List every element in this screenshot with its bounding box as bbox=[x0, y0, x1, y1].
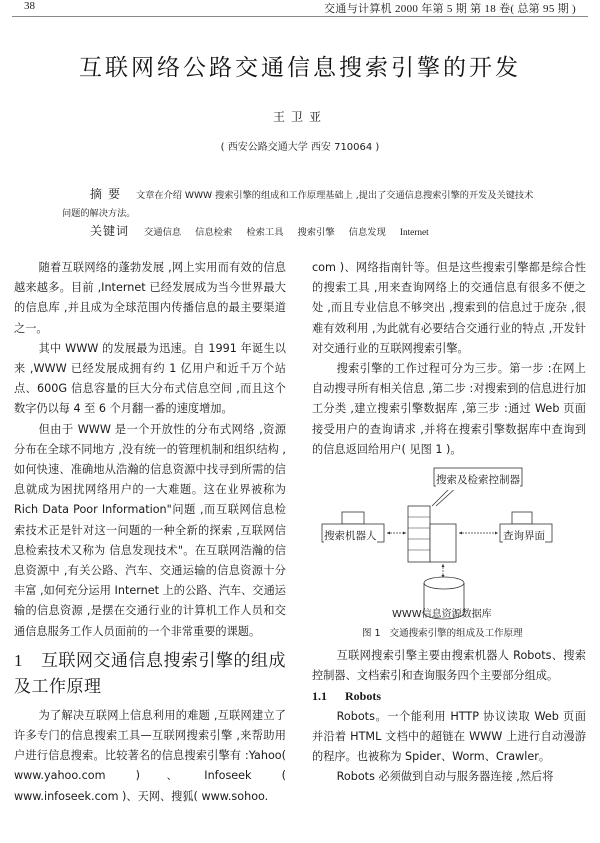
section-number: 1 bbox=[14, 650, 23, 670]
query-tab bbox=[512, 512, 532, 524]
keyword: 搜索引擎 bbox=[297, 227, 335, 238]
page-number: 38 bbox=[24, 0, 35, 12]
subsection-number: 1.1 bbox=[312, 689, 327, 704]
keyword: 信息检索 bbox=[195, 227, 233, 238]
journal-info: 交通与计算机 2000 年第 5 期 第 18 卷( 总第 95 期 ) bbox=[324, 3, 576, 15]
abstract-text: 文章在介绍 WWW 搜索引擎的组成和工作原理基础上 ,提出了交通信息搜索引擎的开发及关键技术问题的解决方法。 bbox=[62, 190, 534, 219]
paragraph-cut: Robots 必须做到自动与服务器连接 ,然后将 bbox=[336, 770, 554, 784]
right-column bbox=[312, 258, 586, 787]
section-title: 互联网交通信息搜索引擎的组成及工作原理 bbox=[14, 650, 286, 697]
abstract bbox=[62, 185, 542, 223]
paragraph: 搜索引擎的工作过程可分为三步。第一步 :在网上自动搜寻所有相关信息 ,第二步 :对搜索到的信息进行加工分类 ,建立搜索引擎数据库 ,第三步 :通过 Web 页面接受用户的查询请求 ,并将在搜索引擎数据库中查询到的信息返回给用户( 见图 1 )。 bbox=[312, 362, 586, 456]
controller-label: 搜索及检索控制器 bbox=[436, 470, 520, 490]
query-label: 查询界面 bbox=[503, 526, 545, 546]
keyword: 交通信息 bbox=[143, 227, 182, 238]
paragraph: 互联网搜索引擎主要由搜索机器人 Robots、搜索控制器、文档索引和查询服务四个主要部分组成。 bbox=[312, 649, 586, 683]
robot-label: 搜索机器人 bbox=[324, 526, 377, 546]
paragraph: 随着互联网络的蓬勃发展 ,网上实用而有效的信息越来越多。目前 ,Internet 已经发展成为当今世界最大的信息库 ,并且成为全球范围内传播信息的最主要渠道之一。 bbox=[14, 261, 286, 335]
abstract-label: 摘要 bbox=[90, 187, 127, 201]
figure-1 bbox=[312, 466, 586, 646]
section-heading bbox=[14, 648, 286, 700]
running-header bbox=[12, 0, 588, 17]
paragraph: 但由于 WWW 是一个开放性的分布式网络 ,资源分布在全球不同地方 ,没有统一的管理机制和组织结构 ,如何快速、准确地从浩瀚的信息资源中找寻到所需的信息就成为困扰网络用户的一大难题。这在业界被称为 Rich Data Poor Information"问题 ,而互联网信息检索技术正是针对这一问题的一种全新的探索 ,互联网信息检索技术又称为 信息发现技术"。在互联网浩瀚的信息资源中 ,有关公路、汽车、交通运输的信息资源十分丰富 ,如何充分运用 Internet 上的公路、汽车、交通运输的信息资源 ,是摆在交通行业的计算机工作人员和交通信息服务工作人员面前的一个非常重要的课题。 bbox=[14, 422, 286, 638]
controller-stack-icon bbox=[408, 506, 430, 562]
left-column bbox=[14, 258, 286, 807]
paragraph: com )、网络指南针等。但是这些搜索引擎都是综合性的搜索工具 ,用来查询网络上的交通信息有很多不便之处 ,而且专业信息不够突出 ,搜索到的信息过于庞杂 ,很难有效利用 ,为此就有必要结合交通行业的特点 ,开发针对交通行业的互联网搜索引擎。 bbox=[312, 261, 586, 355]
keyword: Internet bbox=[399, 228, 429, 238]
figure-caption-text: 交通搜索引擎的组成及工作原理 bbox=[389, 628, 523, 640]
keywords-label: 关键词 bbox=[90, 224, 130, 238]
keyword: 检索工具 bbox=[246, 227, 284, 238]
keyword: 信息发现 bbox=[348, 227, 386, 238]
paragraph: Robots。一个能利用 HTTP 协议读取 Web 页面并沿着 HTML 文档中的超链在 WWW 上进行自动漫游的程序。也被称为 Spider、Worm、Crawler。 bbox=[312, 709, 586, 764]
affiliation: ( 西安公路交通大学 西安 710064 ) bbox=[220, 142, 380, 153]
robot-tab bbox=[342, 512, 364, 524]
paragraph: 为了解决互联网上信息利用的难题 ,互联网建立了许多专门的信息搜索工具—互联网搜索引擎 ,来帮助用户进行信息搜索。比较著名的信息搜索引擎有 :Yahoo( www.yahoo.com )、Infoseek ( www.infoseek.com )、天网、搜狐( www.sohoo. bbox=[14, 708, 286, 803]
keywords bbox=[90, 222, 440, 239]
subsection-title: Robots bbox=[345, 689, 382, 704]
database-label: WWW信息资源数据库 bbox=[392, 609, 492, 621]
subsection-heading bbox=[312, 686, 586, 706]
paragraph: 其中 WWW 的发展最为迅速。自 1991 年诞生以来 ,WWW 已经发展成拥有约 1 亿用户和近千万个站点、600G 信息容量的巨大分布式信息空间 ,而且这个数字仍以每 4 至 6 个月翻一番的速度增加。 bbox=[14, 341, 286, 416]
figure-number: 图 1 bbox=[362, 628, 381, 640]
author: 王卫亚 bbox=[272, 110, 327, 124]
figure-caption bbox=[362, 624, 523, 644]
article-title: 互联网络公路交通信息搜索引擎的开发 bbox=[79, 55, 521, 81]
